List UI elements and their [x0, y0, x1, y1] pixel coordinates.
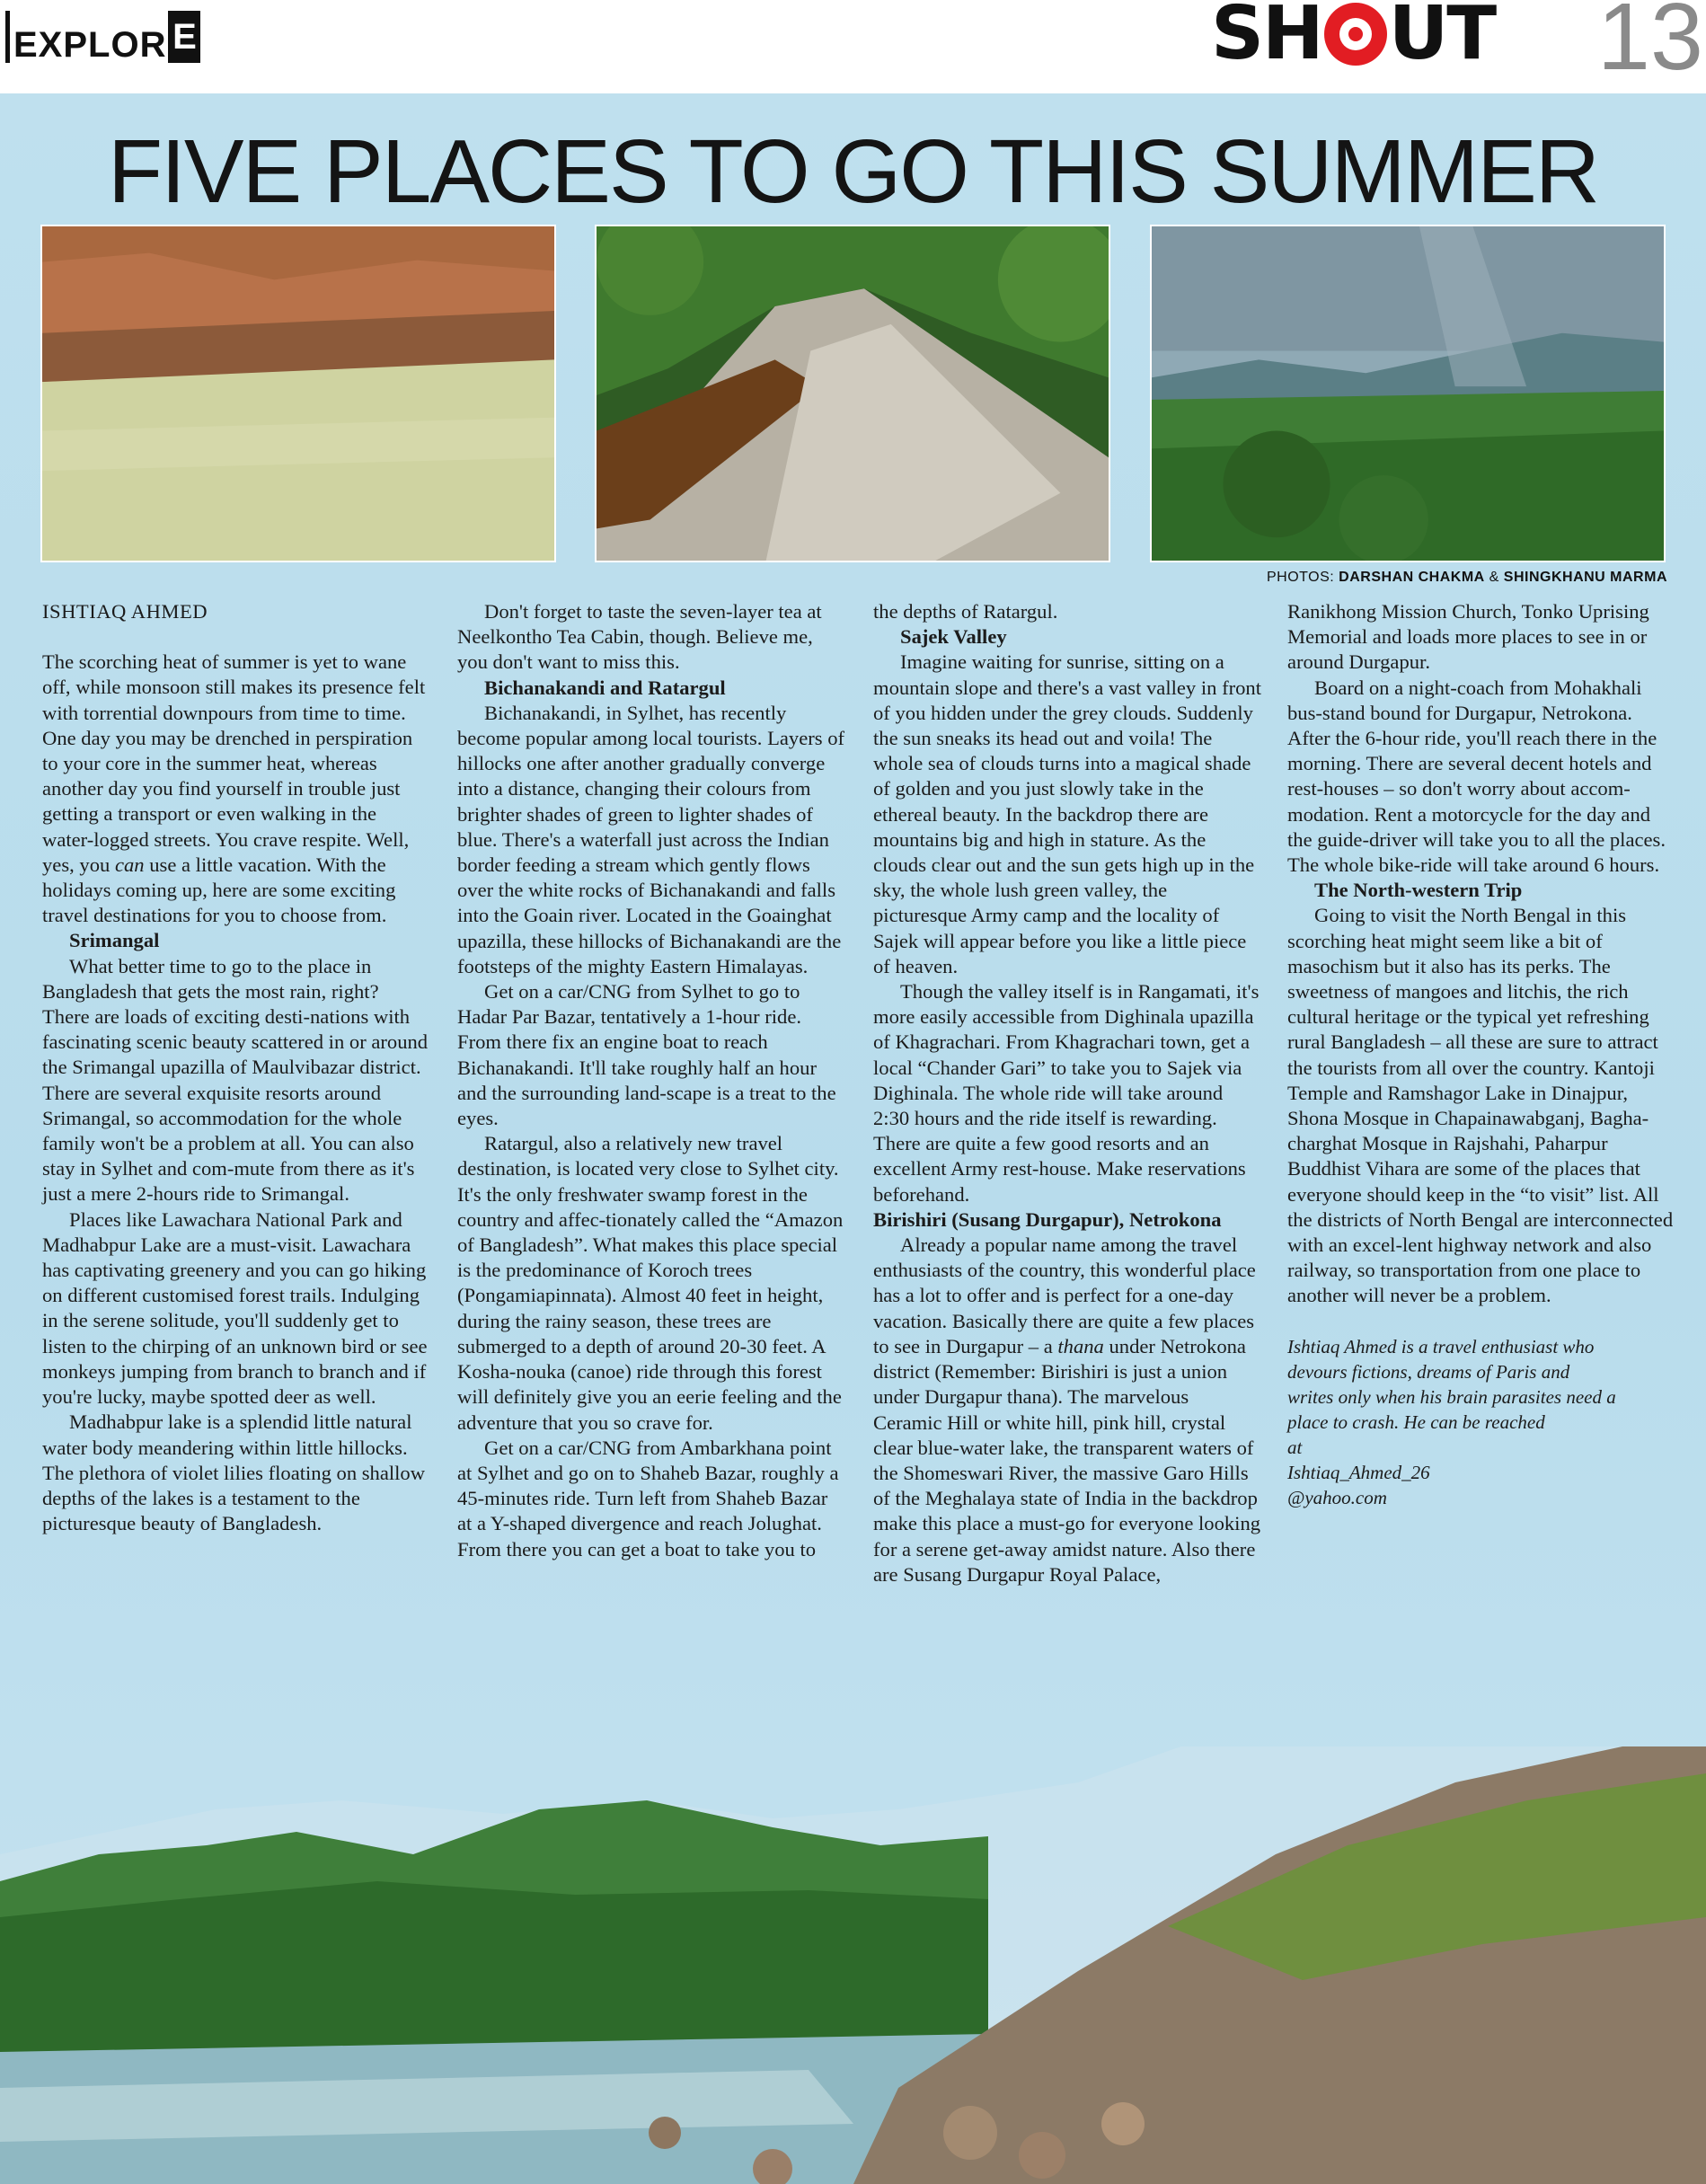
photo-valley-rain	[1150, 225, 1666, 562]
paragraph: Don't forget to taste the seven-layer tea at Neelkontho Tea Cabin, though. Believe me, you don't want to miss this.	[457, 600, 822, 674]
article-column-3	[873, 599, 1261, 1587]
paragraph: Bichanakandi, in Sylhet, has recently become popular among local tourists. Layers of hillocks one after another gradually converge into a distance, changing their colours from brighter shades of green to lighter shades of blue. There's a waterfall just across the Indian border feeding a stream which gently flows over the white rocks of Bichanakandi and falls into the Goain river. Located in the Goainghat upazilla, these hillocks of Bichanakandi are the footsteps of the mighty Eastern Himalayas.	[457, 701, 845, 977]
intro-paragraph: The scorching heat of summer is yet to wane off, while monsoon still makes its presence felt with torrential downpours from time to time. One day you may be drenched in perspiration to your core in the summer heat, whereas another day you find yourself in trouble just getting a transport or even walking in the water-logged streets. You crave respite. Well, yes, you can use a little vacation. With the holidays coming up, here are some exciting travel destinations for you to choose from.	[42, 650, 426, 927]
subhead-srimangal: Srimangal	[69, 929, 160, 952]
author-bio-text: Ishtiaq Ahmed is a travel enthusiast who devours fictions, dreams of Paris and writes only when his brain parasites need a place to crash. He can be reached	[1287, 1335, 1616, 1433]
paragraph: Places like Lawachara National Park and Madhabpur Lake are a must-visit. Lawachara has captivating greenery and you can go hiking on different customised forest trails. Indulging in the serene solitude, you'll suddenly get to listen to the chirping of an unknown bird or see monkeys jumping from branch to branch and if you're lucky, maybe spotted deer as well.	[42, 1207, 428, 1409]
section-label	[5, 7, 200, 63]
subhead-sajek: Sajek Valley	[900, 625, 1007, 649]
paragraph: Though the valley itself is in Rangamati, it's more easily accessible from Dighinala upazilla of Khagrachari. From Khagrachari town, get a local “Chander Gari” to take you to Sajek via Dighinala. The whole ride will take around 2:30 hours and the ride itself is rewarding. There are quite a few good resorts and an excellent Army rest-house. Make reservations beforehand.	[873, 980, 1260, 1206]
paragraph: Going to visit the North Bengal in this scorching heat might seem like a bit of masochism but it also has its perks. The sweetness of mangoes and litchis, the rich cultural heritage or the typical yet refreshing rural Bangladesh – all these are sure to attract the tourists from all over the country. Kantoji Temple and Ramshagor Lake in Dinajpur, Shona Mosque in Chapainawabganj, Bagha-charghat Mosque in Rajshahi, Paharpur Buddhist Vihara are some of the places that everyone should keep in the “to visit” list. All the districts of North Bengal are interconnected with an excel-lent highway network and also railway, so transportation from one place to another will never be a problem.	[1287, 904, 1674, 1307]
thana-emphasis: thana	[1057, 1334, 1104, 1357]
subhead-north-western: The North-western Trip	[1314, 879, 1523, 902]
photo-credit-joiner: &	[1484, 570, 1504, 585]
section-rule	[5, 11, 10, 63]
brand-logo-left: SH	[1211, 0, 1322, 76]
paragraph: Get on a car/CNG from Ambarkhana point at Sylhet and go on to Shaheb Bazar, roughly a 45-minutes ride. Turn left from Shaheb Bazar at a Y-shaped divergence and reach Jolughat. From there you can get a boat to take you to	[457, 1436, 839, 1561]
subhead-birishiri: Birishiri (Susang Durgapur), Netrokona	[873, 1207, 1222, 1231]
photo-forest-stream	[595, 225, 1110, 562]
photo-credit-name1: DARSHAN CHAKMA	[1339, 570, 1485, 585]
paragraph: Ratargul, also a relatively new travel destination, is located very close to Sylhet city. It's the only freshwater swamp forest in the country and affec-tionately called the “Amazon of Bangladesh”. What makes this place special is the predominance of Koroch trees (Pongamiapinnata). Almost 40 feet in height, during the rainy season, these trees are submerged to a depth of around 20-30 feet. A Kosha-nouka (canoe) ride through this forest will definitely give you an eerie feeling and the adventure that you so crave for.	[457, 1132, 844, 1434]
article-column-1	[42, 599, 430, 1536]
paragraph: the depths of Ratargul.	[873, 600, 1058, 623]
eye-logo-icon	[1324, 3, 1387, 66]
page-number: 13	[1597, 0, 1703, 90]
photo-credit	[934, 570, 1667, 586]
paragraph: Ranikhong Mission Church, Tonko Uprising Memorial and loads more places to see in or around Durgapur.	[1287, 600, 1649, 674]
page-content	[0, 93, 1706, 2184]
paragraph: Madhabpur lake is a splendid little natural water body meandering within little hillocks. The plethora of violet lilies floating on shallow depths of the lakes is a testament to the picturesque beauty of Bangladesh.	[42, 1410, 426, 1535]
section-label-text: EXPLOR	[13, 25, 167, 65]
photo-quarry-lake	[40, 225, 556, 562]
paragraph: Get on a car/CNG from Sylhet to go to Hadar Par Bazar, tentatively a 1-hour ride. From there fix an engine boat to reach Bichanakandi. It'll take roughly half an hour and the surrounding land-scape is a treat to the eyes.	[457, 980, 836, 1130]
photo-credit-name2: SHINGKHANU MARMA	[1503, 570, 1667, 585]
article-column-2	[457, 599, 845, 1562]
photo-credit-prefix: PHOTOS:	[1267, 570, 1339, 585]
section-label-box: E	[168, 11, 200, 63]
paragraph: Board on a night-coach from Mohakhali bus-stand bound for Durgapur, Netrokona. After the 6-hour ride, you'll reach there in the morning. There are several decent hotels and rest-houses – so don't worry about accom-modation. Rent a motorcycle for the day and the guide-driver will take you to all the places. The whole bike-ride will take around 6 hours.	[1287, 676, 1666, 877]
brand-logo-right: UT	[1388, 0, 1496, 76]
headline: FIVE PLACES TO GO THIS SUMMER	[107, 121, 1599, 222]
author-bio-at: at	[1287, 1436, 1303, 1458]
article-column-4	[1287, 599, 1675, 1510]
subhead-bichanakandi: Bichanakandi and Ratargul	[484, 676, 726, 699]
paragraph: Imagine waiting for sunrise, sitting on a mountain slope and there's a vast valley in front of you hidden under the grey clouds. Suddenly the sun sneaks its head out and voila! The whole sea of clouds turns into a magical shade of golden and you just slowly take in the ethereal beauty. In the backdrop there are mountains big and high in stature. As the clouds clear out and the sun gets high up in the sky, the whole lush green valley, the picturesque Army camp and the locality of Sajek will appear before you like a little piece of heaven.	[873, 650, 1261, 977]
author-bio	[1287, 1334, 1620, 1510]
byline: ISHTIAQ AHMED	[42, 600, 208, 623]
paragraph: What better time to go to the place in Bangladesh that gets the most rain, right? There are loads of exciting desti-nations with fascinating scenic beauty scattered in or around the Srimangal upazilla of Maulvibazar district. There are several exquisite resorts around Srimangal, so accommodation for the whole family won't be a problem at all. You can also stay in Sylhet and com-mute from there as it's just a mere 2-hours ride to Srimangal.	[42, 954, 429, 1206]
author-email-domain: @yahoo.com	[1287, 1486, 1387, 1508]
paragraph: Already a popular name among the travel enthusiasts of the country, this wonderful place has a lot to offer and is perfect for a one-day vacation. Basically there are quite a few places to see in Durgapur – a thana under Netrokona district (Remember: Birishiri is just a union under Durgapur thana). The marvelous Ceramic Hill or white hill, pink hill, crystal clear blue-water lake, the transparent waters of the Shomeswari River, the massive Garo Hills of the Meghalaya state of India in the backdrop make this place a must-go for everyone looking for a serene get-away amidst nature. Also there are Susang Durgapur Royal Palace,	[873, 1233, 1261, 1586]
brand-logo	[1211, 0, 1496, 76]
intro-emphasis: can	[114, 853, 145, 876]
masthead	[0, 0, 1706, 93]
author-email-user: Ishtiaq_Ahmed_26	[1287, 1461, 1430, 1483]
photo-river-landscape	[0, 1746, 1706, 2184]
